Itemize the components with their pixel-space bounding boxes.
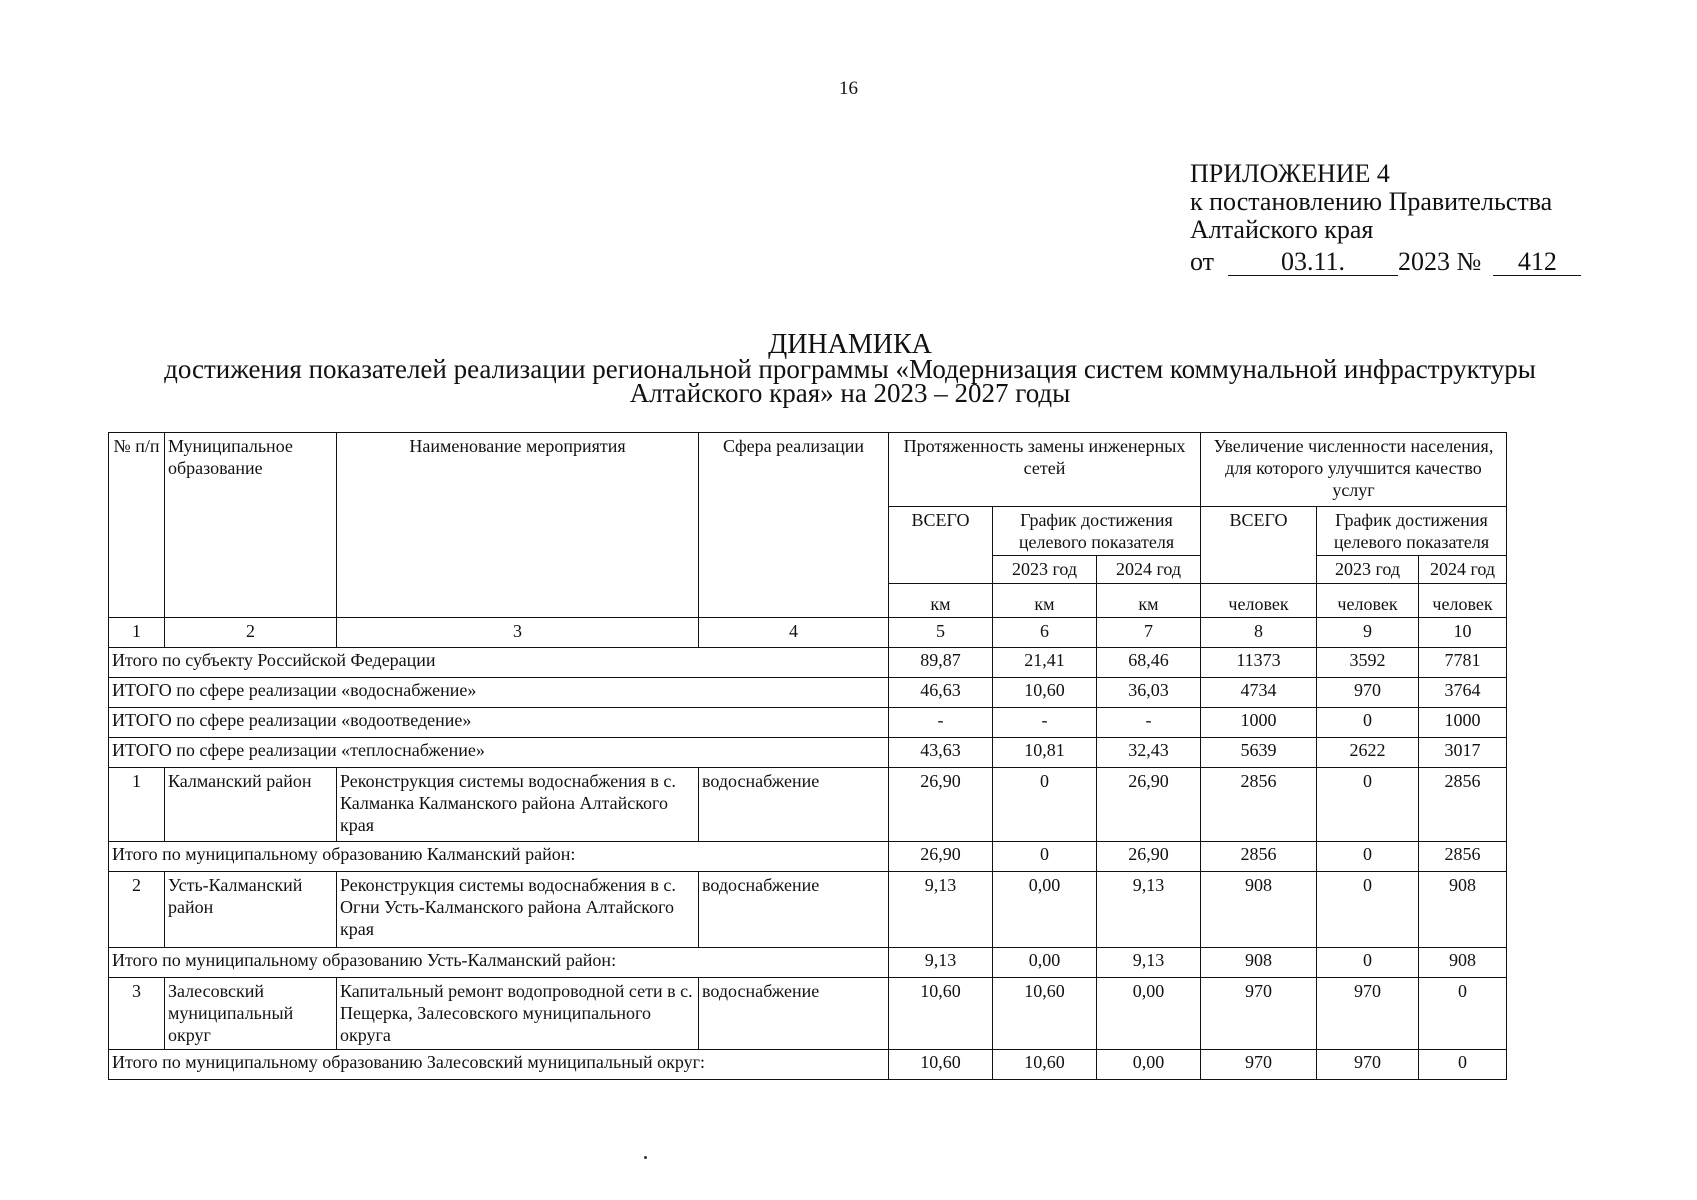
- value-cell: 5639: [1201, 738, 1317, 768]
- item-event: Капитальный ремонт водопроводной сети в с. Пещерка, Залесовского муниципального округа: [337, 978, 699, 1050]
- value-cell: 0: [1317, 948, 1419, 978]
- decree-number: 412: [1493, 249, 1581, 276]
- item-municipality: Залесовский муниципальный округ: [165, 978, 337, 1050]
- municipality-total-row: [109, 1050, 1507, 1080]
- value-cell: 10,60: [889, 1050, 993, 1080]
- unit-cell: человек: [1201, 584, 1317, 618]
- item-municipality: Калманский район: [165, 768, 337, 842]
- header-sphere: Сфера реализации: [699, 433, 889, 618]
- header-num: № п/п: [109, 433, 165, 618]
- header-length-2023: 2023 год: [993, 556, 1097, 584]
- value-cell: 0: [1419, 978, 1507, 1050]
- value-cell: 9,13: [889, 948, 993, 978]
- value-cell: 908: [1419, 948, 1507, 978]
- value-cell: 0: [1317, 768, 1419, 842]
- header-pop-schedule: График достижения целевого показателя: [1317, 507, 1507, 556]
- value-cell: 68,46: [1097, 648, 1201, 678]
- indicators-table: [108, 432, 1507, 1080]
- column-number: 6: [993, 618, 1097, 648]
- heading-line-1: достижения показателей реализации региональной программы «Модернизация систем коммунальной инфраструктуры: [164, 354, 1536, 384]
- municipality-total-row: [109, 948, 1507, 978]
- decree-date: 03.11.: [1228, 249, 1398, 276]
- table-row: [109, 872, 1507, 948]
- summary-label: ИТОГО по сфере реализации «водоотведение»: [109, 708, 889, 738]
- unit-cell: человек: [1419, 584, 1507, 618]
- value-cell: 26,90: [1097, 768, 1201, 842]
- value-cell: 2856: [1201, 768, 1317, 842]
- header-length-group: Протяженность замены инженерных сетей: [889, 433, 1201, 507]
- table-row: [109, 768, 1507, 842]
- value-cell: 3592: [1317, 648, 1419, 678]
- value-cell: 46,63: [889, 678, 993, 708]
- item-number: 2: [109, 872, 165, 948]
- value-cell: 1000: [1419, 708, 1507, 738]
- value-cell: 970: [1317, 1050, 1419, 1080]
- value-cell: 0: [1419, 1050, 1507, 1080]
- document-heading: [100, 329, 1600, 408]
- summary-row-heat: [109, 738, 1507, 768]
- value-cell: 908: [1201, 948, 1317, 978]
- value-cell: 2856: [1419, 768, 1507, 842]
- value-cell: 9,13: [1097, 948, 1201, 978]
- appendix-line-2: Алтайского края: [1190, 215, 1374, 244]
- summary-row-water: [109, 678, 1507, 708]
- value-cell: 11373: [1201, 648, 1317, 678]
- appendix-line-1: к постановлению Правительства: [1190, 187, 1553, 216]
- column-number: 9: [1317, 618, 1419, 648]
- header-length-2024: 2024 год: [1097, 556, 1201, 584]
- header-pop-total: ВСЕГО: [1201, 507, 1317, 584]
- appendix-block: [1190, 160, 1581, 276]
- page-number: 16: [839, 78, 858, 99]
- appendix-date-line: [1190, 248, 1581, 276]
- municipality-total-label: Итого по муниципальному образованию Калманский район:: [109, 842, 889, 872]
- value-cell: 1000: [1201, 708, 1317, 738]
- value-cell: 970: [1201, 1050, 1317, 1080]
- municipality-total-row: [109, 842, 1507, 872]
- value-cell: 4734: [1201, 678, 1317, 708]
- header-population-group: Увеличение численности населения, для которого улучшится качество услуг: [1201, 433, 1507, 507]
- column-number: 10: [1419, 618, 1507, 648]
- column-number: 3: [337, 618, 699, 648]
- header-pop-2023: 2023 год: [1317, 556, 1419, 584]
- summary-row-sewer: [109, 708, 1507, 738]
- value-cell: 32,43: [1097, 738, 1201, 768]
- column-number: 4: [699, 618, 889, 648]
- value-cell: 21,41: [993, 648, 1097, 678]
- value-cell: 10,60: [993, 678, 1097, 708]
- column-number: 8: [1201, 618, 1317, 648]
- value-cell: 89,87: [889, 648, 993, 678]
- summary-label: Итого по субъекту Российской Федерации: [109, 648, 889, 678]
- value-cell: -: [889, 708, 993, 738]
- value-cell: 970: [1201, 978, 1317, 1050]
- value-cell: 0,00: [993, 948, 1097, 978]
- value-cell: 970: [1317, 678, 1419, 708]
- value-cell: 0,00: [1097, 1050, 1201, 1080]
- item-sphere: водоснабжение: [699, 978, 889, 1050]
- value-cell: 2856: [1201, 842, 1317, 872]
- value-cell: 10,60: [993, 1050, 1097, 1080]
- municipality-total-label: Итого по муниципальному образованию Усть-Калманский район:: [109, 948, 889, 978]
- value-cell: 0: [993, 842, 1097, 872]
- item-sphere: водоснабжение: [699, 872, 889, 948]
- item-number: 3: [109, 978, 165, 1050]
- item-event: Реконструкция системы водоснабжения в с. Огни Усть-Калманского района Алтайского края: [337, 872, 699, 948]
- table-row: [109, 978, 1507, 1050]
- unit-cell: км: [993, 584, 1097, 618]
- header-pop-2024: 2024 год: [1419, 556, 1507, 584]
- summary-label: ИТОГО по сфере реализации «водоснабжение»: [109, 678, 889, 708]
- unit-cell: человек: [1317, 584, 1419, 618]
- heading-title: ДИНАМИКА: [768, 329, 932, 360]
- value-cell: 26,90: [889, 768, 993, 842]
- value-cell: 0,00: [1097, 978, 1201, 1050]
- header-municipality: Муниципальное образование: [165, 433, 337, 618]
- municipality-total-label: Итого по муниципальному образованию Залесовский муниципальный округ:: [109, 1050, 889, 1080]
- column-number: 5: [889, 618, 993, 648]
- item-sphere: водоснабжение: [699, 768, 889, 842]
- column-numbers-row: [109, 618, 1507, 648]
- value-cell: -: [993, 708, 1097, 738]
- value-cell: 26,90: [1097, 842, 1201, 872]
- header-length-schedule: График достижения целевого показателя: [993, 507, 1201, 556]
- value-cell: 9,13: [889, 872, 993, 948]
- scan-speck: [644, 1156, 647, 1159]
- value-cell: 43,63: [889, 738, 993, 768]
- column-number: 1: [109, 618, 165, 648]
- value-cell: 908: [1419, 872, 1507, 948]
- item-municipality: Усть-Калманский район: [165, 872, 337, 948]
- value-cell: 0: [1317, 708, 1419, 738]
- summary-row-total: [109, 648, 1507, 678]
- value-cell: 0: [993, 768, 1097, 842]
- value-cell: 3017: [1419, 738, 1507, 768]
- item-event: Реконструкция системы водоснабжения в с. Калманка Калманского района Алтайского края: [337, 768, 699, 842]
- year-label: 2023 №: [1398, 247, 1482, 276]
- value-cell: 26,90: [889, 842, 993, 872]
- value-cell: 3764: [1419, 678, 1507, 708]
- value-cell: 908: [1201, 872, 1317, 948]
- value-cell: 36,03: [1097, 678, 1201, 708]
- from-label: от: [1190, 247, 1215, 276]
- value-cell: 2622: [1317, 738, 1419, 768]
- value-cell: 10,81: [993, 738, 1097, 768]
- unit-cell: км: [1097, 584, 1201, 618]
- value-cell: 970: [1317, 978, 1419, 1050]
- value-cell: -: [1097, 708, 1201, 738]
- column-number: 7: [1097, 618, 1201, 648]
- heading-line-2: Алтайского края» на 2023 – 2027 годы: [629, 378, 1071, 408]
- column-number: 2: [165, 618, 337, 648]
- unit-cell: км: [889, 584, 993, 618]
- value-cell: 10,60: [889, 978, 993, 1050]
- value-cell: 2856: [1419, 842, 1507, 872]
- summary-label: ИТОГО по сфере реализации «теплоснабжение»: [109, 738, 889, 768]
- value-cell: 0: [1317, 872, 1419, 948]
- value-cell: 0,00: [993, 872, 1097, 948]
- item-number: 1: [109, 768, 165, 842]
- header-event: Наименование мероприятия: [337, 433, 699, 618]
- appendix-title: ПРИЛОЖЕНИЕ 4: [1190, 159, 1390, 188]
- header-row-1: [109, 433, 1507, 507]
- value-cell: 10,60: [993, 978, 1097, 1050]
- header-length-total: ВСЕГО: [889, 507, 993, 584]
- value-cell: 0: [1317, 842, 1419, 872]
- value-cell: 9,13: [1097, 872, 1201, 948]
- value-cell: 7781: [1419, 648, 1507, 678]
